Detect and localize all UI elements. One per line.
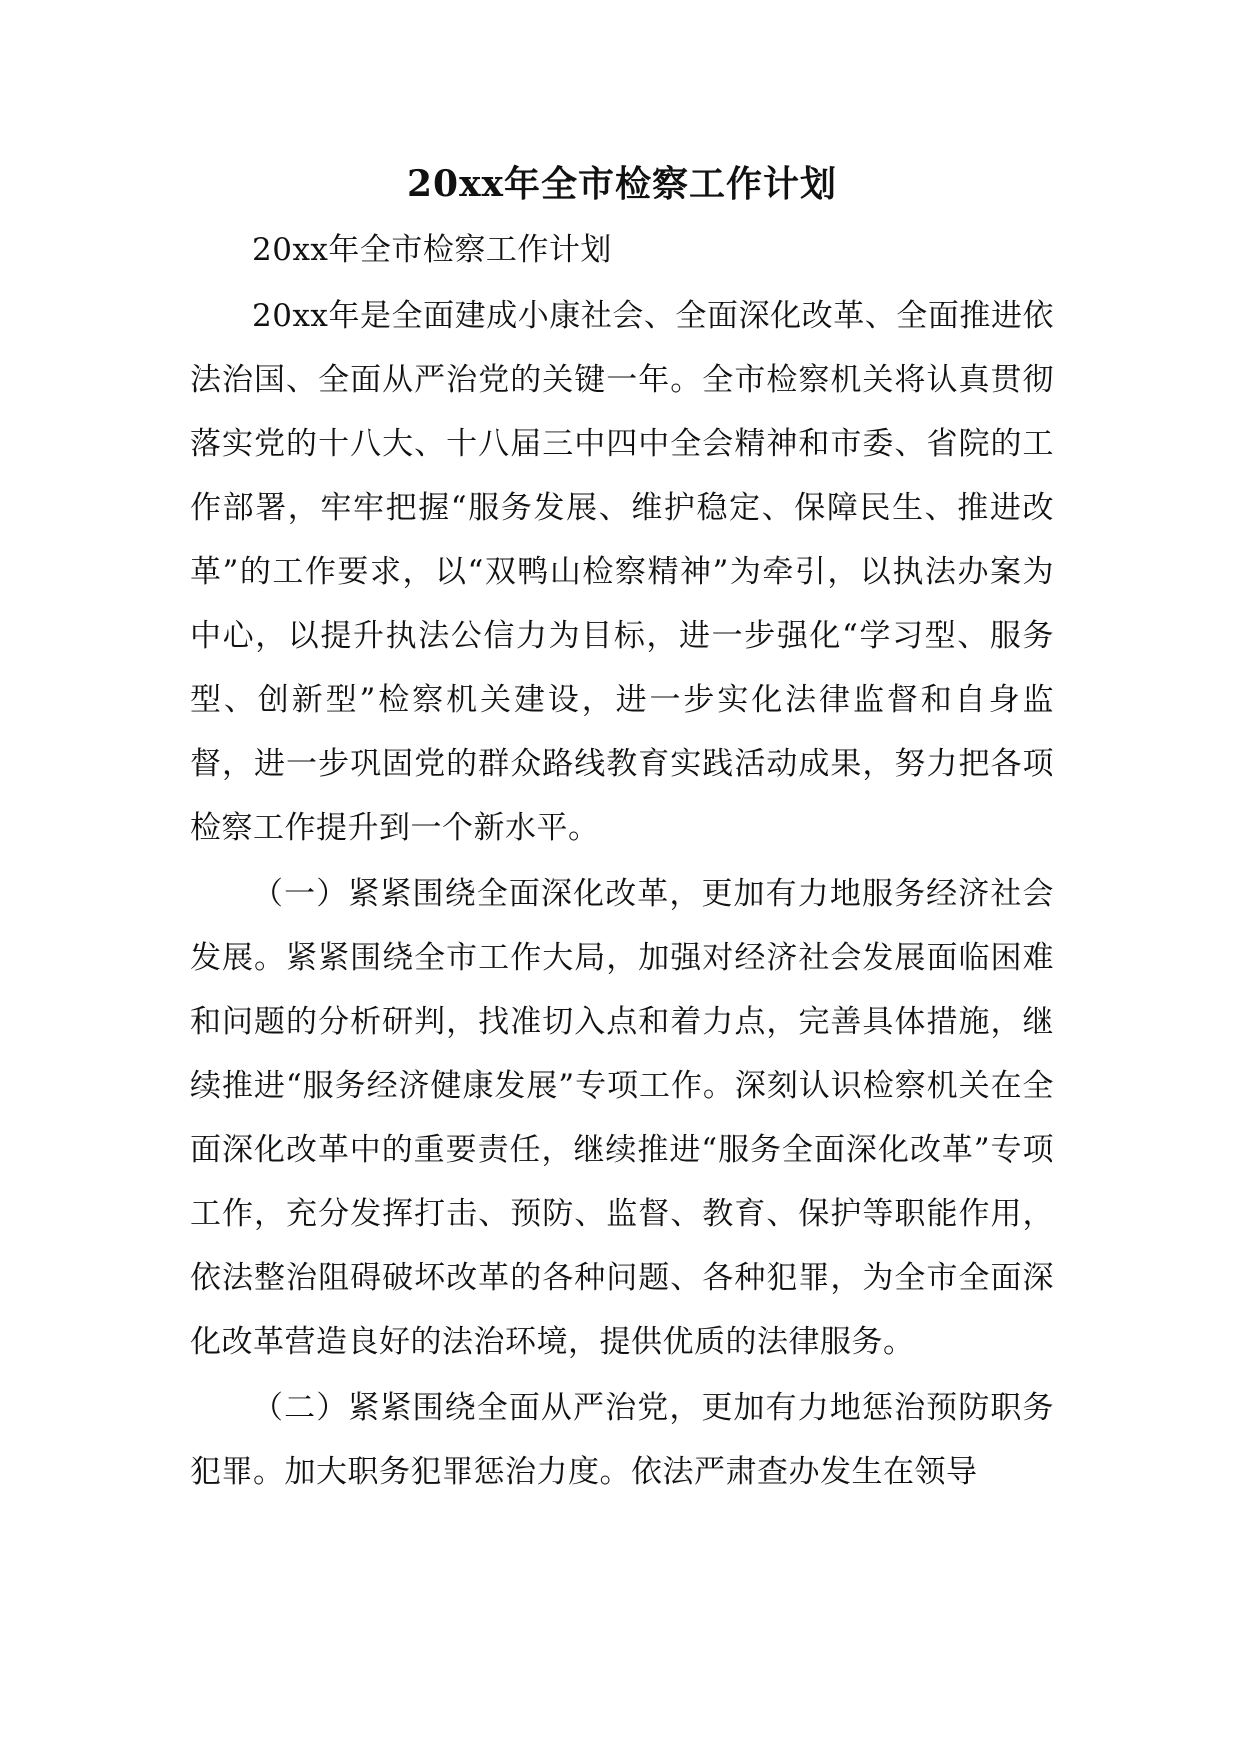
paragraph-intro: 20xx年是全面建成小康社会、全面深化改革、全面推进依法治国、全面从严治党的关键一年。全市检察机关将认真贯彻落实党的十八大、十八届三中四中全会精神和市委、省院的工作部署，牢牢把握“服务发展、维护稳定、保障民生、推进改革”的工作要求，以“双鸭山检察精神”为牵引，以执法办案为中心，以提升执法公信力为目标，进一步强化“学习型、服务型、创新型”检察机关建设，进一步实化法律监督和自身监督，进一步巩固党的群众路线教育实践活动成果，努力把各项检察工作提升到一个新水平。 (190, 298, 1054, 846)
document-body (190, 160, 1054, 1504)
document-title: 20xx年全市检察工作计划 (406, 163, 838, 205)
paragraph-section-2: （二）紧紧围绕全面从严治党，更加有力地惩治预防职务犯罪。加大职务犯罪惩治力度。依法严肃查办发生在领导 (190, 1390, 1054, 1490)
paragraph-section-1: （一）紧紧围绕全面深化改革，更加有力地服务经济社会发展。紧紧围绕全市工作大局，加强对经济社会发展面临困难和问题的分析研判，找准切入点和着力点，完善具体措施，继续推进“服务经济健康发展”专项工作。深刻认识检察机关在全面深化改革中的重要责任，继续推进“服务全面深化改革”专项工作，充分发挥打击、预防、监督、教育、保护等职能作用，依法整治阻碍破坏改革的各种问题、各种犯罪，为全市全面深化改革营造良好的法治环境，提供优质的法律服务。 (190, 876, 1054, 1360)
document-subtitle: 20xx年全市检察工作计划 (252, 232, 612, 268)
